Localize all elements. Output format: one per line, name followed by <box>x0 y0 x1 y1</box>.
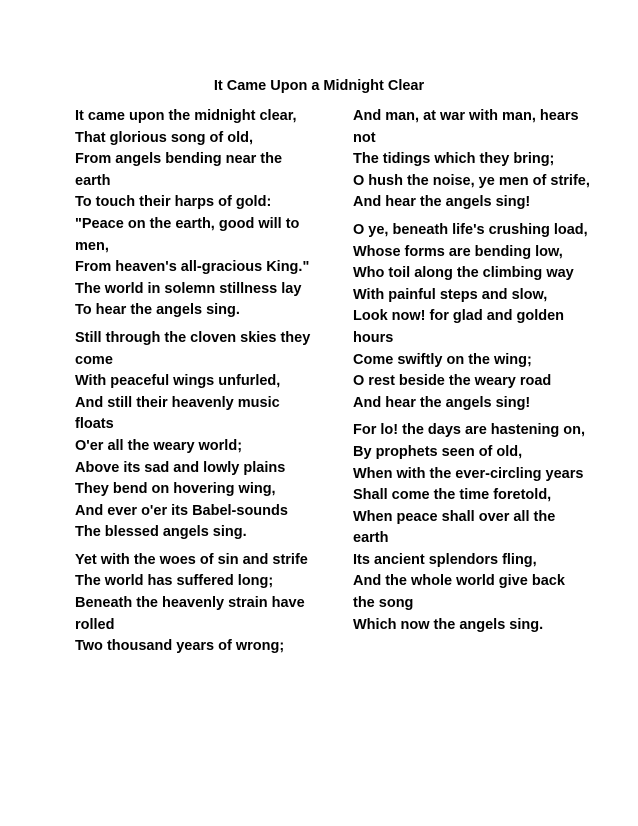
poem-line: By prophets seen of old, <box>353 443 523 460</box>
poem-line: Two thousand years of wrong; <box>75 638 285 655</box>
poem-line: O'er all the weary world; <box>75 437 243 454</box>
poem-line: For lo! the days are hastening on, <box>353 422 586 439</box>
poem-line: Look now! for glad and golden <box>353 308 565 325</box>
poem-line: The blessed angels sing. <box>75 524 247 541</box>
stanza <box>353 420 608 636</box>
poem-line: floats <box>75 416 114 433</box>
poem-line: And hear the angels sing! <box>353 394 531 411</box>
poem-line: And hear the angels sing! <box>353 194 531 211</box>
poem-line: When peace shall over all the <box>353 508 556 525</box>
poem-line: Still through the cloven skies they <box>75 329 311 346</box>
poem-line: Who toil along the climbing way <box>353 265 574 282</box>
stanza <box>75 106 325 322</box>
poem-line: "Peace on the earth, good will to <box>75 215 300 232</box>
right-column <box>353 106 608 642</box>
poem-line: From angels bending near the <box>75 151 283 168</box>
poem-line: With peaceful wings unfurled, <box>75 373 281 390</box>
poem-line: Yet with the woes of sin and strife <box>75 551 308 568</box>
poem-line: Whose forms are bending low, <box>353 243 563 260</box>
poem-line: earth <box>75 172 111 189</box>
poem-line: From heaven's all-gracious King." <box>75 259 310 276</box>
stanza <box>353 220 608 414</box>
left-column <box>75 106 325 664</box>
poem-line: Beneath the heavenly strain have <box>75 595 305 612</box>
poem-line: rolled <box>75 616 115 633</box>
page-title: It Came Upon a Midnight Clear <box>213 78 425 94</box>
poem-line: The world in solemn stillness lay <box>75 280 302 297</box>
poem-line: not <box>353 129 376 146</box>
poem-line: earth <box>353 530 389 547</box>
poem-line: Above its sad and lowly plains <box>75 459 286 476</box>
poem-line: The tidings which they bring; <box>353 151 555 168</box>
poem-line: To hear the angels sing. <box>75 302 240 319</box>
poem-line: To touch their harps of gold: <box>75 194 272 211</box>
poem-line: When with the ever-circling years <box>353 465 584 482</box>
poem-line: And still their heavenly music <box>75 394 280 411</box>
poem-line: O hush the noise, ye men of strife, <box>353 172 590 189</box>
poem-line: O ye, beneath life's crushing load, <box>353 221 588 238</box>
poem-line: With painful steps and slow, <box>353 286 548 303</box>
poem-line: Come swiftly on the wing; <box>353 351 532 368</box>
poem-line: Its ancient splendors fling, <box>353 551 537 568</box>
poem-line: Which now the angels sing. <box>353 616 544 633</box>
poem-line: come <box>75 351 113 368</box>
poem-line: And the whole world give back <box>353 573 565 590</box>
poem-line: men, <box>75 237 109 254</box>
poem-line: O rest beside the weary road <box>353 373 552 390</box>
stanza <box>75 550 325 658</box>
poem-line: It came upon the midnight clear, <box>75 108 297 124</box>
poem-line: And ever o'er its Babel-sounds <box>75 502 288 519</box>
poem-line: The world has suffered long; <box>75 573 274 590</box>
stanza <box>75 328 325 544</box>
poem-line: hours <box>353 329 394 346</box>
poem-line: Shall come the time foretold, <box>353 487 552 504</box>
stanza <box>353 106 608 214</box>
poem-line: And man, at war with man, hears <box>353 108 579 124</box>
poem-line: the song <box>353 595 414 612</box>
poem-line: They bend on hovering wing, <box>75 481 276 498</box>
poem-line: That glorious song of old, <box>75 129 254 146</box>
